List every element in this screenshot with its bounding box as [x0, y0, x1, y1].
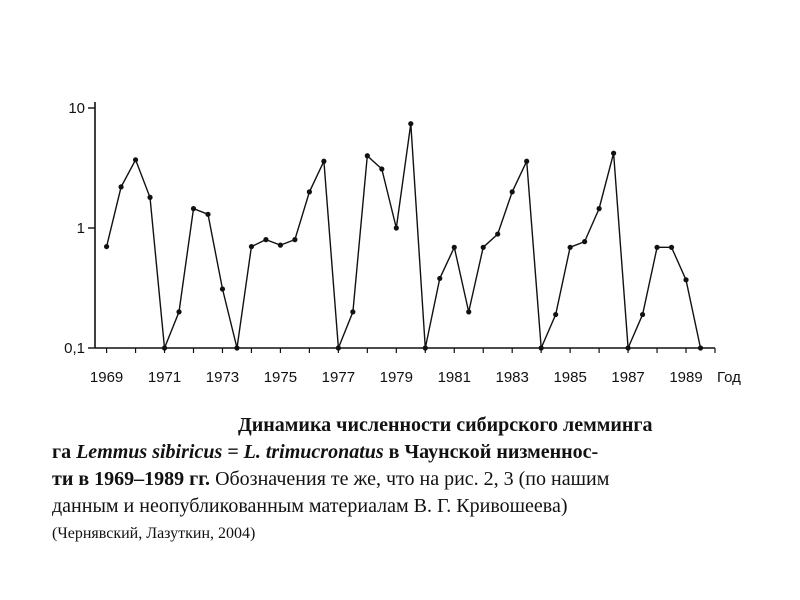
x-tick-label: 1985 [553, 369, 587, 386]
x-tick-label: 1977 [321, 369, 356, 386]
data-point [669, 245, 674, 250]
data-point [466, 309, 471, 314]
y-tick-label: 10 [68, 100, 85, 117]
data-point [698, 345, 703, 350]
caption-species-name: Lemmus sibiricus = L. trimucronatus [76, 441, 384, 463]
data-point [394, 225, 399, 230]
chart-ticks [88, 108, 715, 353]
x-tick-label: 1971 [147, 369, 182, 386]
caption-line-2 [52, 439, 772, 466]
data-point [553, 312, 558, 317]
data-point [379, 166, 384, 171]
data-point [365, 153, 370, 158]
caption-line-2-prefix: га [52, 441, 72, 463]
y-tick-label: 0,1 [64, 340, 85, 357]
data-point [220, 286, 225, 291]
data-point [162, 345, 167, 350]
data-point [205, 212, 210, 217]
data-point [278, 243, 283, 248]
data-point [437, 276, 442, 281]
data-point [118, 184, 123, 189]
data-point [408, 121, 413, 126]
data-point [452, 245, 457, 250]
x-axis-title: Год [717, 369, 741, 386]
series-points [104, 121, 703, 351]
data-point [524, 159, 529, 164]
data-point [176, 309, 181, 314]
x-tick-label: 1981 [437, 369, 471, 386]
data-point [104, 244, 109, 249]
x-tick-label: 1975 [263, 369, 298, 386]
chart-tick-labels [64, 100, 741, 386]
data-point [307, 189, 312, 194]
figure-caption [52, 412, 772, 547]
caption-line-1: Динамика численности сибирского лемминга [238, 414, 653, 436]
data-point [249, 244, 254, 249]
data-point [321, 159, 326, 164]
data-point [625, 345, 630, 350]
data-point [495, 231, 500, 236]
caption-source: (Чернявский, Лазуткин, 2004) [52, 525, 256, 542]
caption-line-3 [52, 466, 772, 493]
data-point [539, 345, 544, 350]
x-tick-label: 1969 [89, 369, 124, 386]
data-point [510, 189, 515, 194]
x-tick-label: 1973 [205, 369, 240, 386]
y-tick-label: 1 [76, 220, 85, 237]
data-point [292, 237, 297, 242]
chart-axes [95, 102, 715, 348]
x-tick-label: 1979 [379, 369, 413, 386]
data-point [336, 345, 341, 350]
x-tick-label: 1987 [611, 369, 645, 386]
data-point [133, 157, 138, 162]
data-point [582, 239, 587, 244]
data-point [481, 245, 486, 250]
data-point [568, 245, 573, 250]
x-tick-label: 1989 [669, 369, 703, 386]
data-point [423, 345, 428, 350]
caption-years: ти в 1969–1989 гг. [52, 468, 211, 490]
data-point [683, 277, 688, 282]
series-line [107, 124, 701, 348]
data-point [234, 345, 239, 350]
data-point [654, 245, 659, 250]
x-tick-label: 1983 [495, 369, 529, 386]
data-point [611, 151, 616, 156]
data-point [640, 312, 645, 317]
data-point [350, 309, 355, 314]
caption-line-4: данным и неопубликованным материалам В. Г. Кривошеева) [52, 495, 568, 517]
data-point [263, 237, 268, 242]
data-point [597, 206, 602, 211]
caption-line-3-rest: Обозначения те же, что на рис. 2, 3 (по нашим [215, 468, 610, 490]
data-point [191, 206, 196, 211]
data-point [147, 195, 152, 200]
caption-line-2-suffix: в Чаунской низменнос- [388, 441, 599, 463]
